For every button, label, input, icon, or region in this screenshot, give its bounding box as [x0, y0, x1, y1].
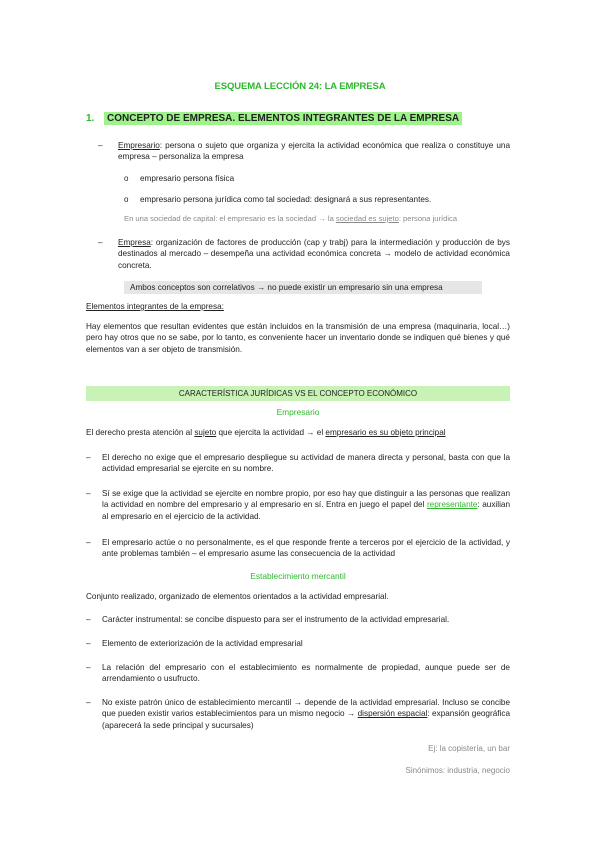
dash-marker: – — [86, 489, 91, 498]
empresario-term: Empresario — [118, 141, 160, 150]
empresario-point: El empresario actúe o no personalmente, es el que responde frente a terceros por el ejercicio de la actividad, y ante problemas también – el empresario asume las consecuencia de la actividad — [102, 538, 510, 559]
conjunto-text: Conjunto realizado, organizado de elementos orientados a la actividad empresarial. — [86, 592, 389, 601]
section-heading-text: CONCEPTO DE EMPRESA. ELEMENTOS INTEGRANTES DE LA EMPRESA — [104, 112, 462, 125]
derecho-sujeto: sujeto — [194, 428, 217, 437]
empresa-text: : organización de factores de producción (cap y trabj) para la intermediación y producción de bys destinados al mercado – desempeña una actividad económica concreta → modelo de actividad económica concreta. — [118, 238, 510, 270]
representante-tail: : auxilian al empresario en el ejercicio de la actividad. — [102, 500, 510, 521]
empresario-point — [102, 488, 510, 522]
section-heading — [86, 112, 546, 126]
gray-note — [124, 214, 510, 224]
derecho-line — [86, 427, 510, 438]
dispersion-term: dispersión espacial — [357, 709, 428, 719]
empresa-definition — [118, 237, 510, 271]
establecimiento-point-text: No existe patrón único de establecimiento mercantil → depende de la actividad empresarial. Incluso se concibe que pueden existir varios establecimientos para un mismo negocio → — [102, 698, 510, 719]
bullet-marker: o — [124, 174, 129, 183]
establecimiento-point — [102, 697, 510, 731]
dash-marker: – — [86, 663, 91, 672]
gray-note-arrow: → la — [316, 214, 336, 223]
elementos-heading: Elementos integrantes de la empresa: — [86, 302, 224, 311]
dash-marker: – — [86, 639, 91, 648]
establecimiento-point: La relación del empresario con el establecimiento es normalmente de propiedad, aunque puede ser de arrendamiento o usufructo. — [102, 663, 510, 684]
dash-marker: – — [86, 615, 91, 624]
empresario-text: : persona o sujeto que organiza y ejercita la actividad económica que realiza o constituye una empresa – personaliza la empresa — [118, 141, 510, 162]
empresario-definition — [118, 140, 510, 163]
establecimiento-point: Carácter instrumental: se concibe dispuesto para ser el instrumento de la actividad empresarial. — [102, 615, 450, 624]
derecho-part2: que ejercita la actividad → el — [216, 428, 326, 437]
bullet-marker: o — [124, 195, 129, 204]
dash-marker: – — [86, 698, 91, 707]
establecimiento-subheading: Establecimiento mercantil — [250, 571, 346, 581]
derecho-part1: El derecho presta atención al — [86, 428, 195, 437]
dispersion-text: : expansión geográfica (aparecerá la sede principal y sucursales) — [102, 709, 510, 730]
bullet-item: empresario persona física — [140, 174, 235, 183]
section-bar: CARACTERÍSTICA JURÍDICAS VS EL CONCEPTO ECONÓMICO — [86, 386, 510, 401]
empresario-point: El derecho no exige que el empresario despliegue su actividad de manera directa y personal, basta con que la actividad empresarial se ejercite en su nombre. — [102, 453, 510, 474]
section-number: 1. — [86, 113, 95, 124]
example-note: Ej: la copistería, un bar — [428, 744, 510, 753]
dash-marker: – — [86, 538, 91, 547]
representante-term: representante — [426, 500, 478, 510]
establecimiento-point: Elemento de exteriorización de la actividad empresarial — [102, 639, 303, 648]
empresario-subheading: Empresario — [276, 407, 320, 417]
empresario-point-text: Sí se exige que la actividad se ejercite en nombre propio, por eso hay que distinguir a las personas que realizan la actividad en nombre del empresario y al empresario en sí. Entra en juego el papel del — [102, 489, 510, 510]
derecho-objeto: empresario es su objeto principal — [325, 428, 446, 437]
document-title: ESQUEMA LECCIÓN 24: LA EMPRESA — [214, 81, 386, 92]
elementos-text: Hay elementos que resultan evidentes que están incluidos en la transmisión de una empresa (maquinaria, local…) pero hay otros que no se sabe, por lo tanto, es conveniente hacer un inventario donde se indiquen qué bienes y qué elementos van a ser objeto de transmisión. — [86, 322, 510, 354]
correlative-box: Ambos conceptos son correlativos → no puede existir un empresario sin una empresa — [124, 281, 482, 294]
bullet-item: empresario persona jurídica como tal sociedad: designará a sus representantes. — [140, 195, 432, 204]
sinonimos-note: Sinónimos: industria, negocio — [405, 766, 510, 775]
dash-marker: – — [86, 453, 91, 462]
dash-marker: – — [98, 141, 103, 150]
gray-note-part1: En una sociedad de capital: el empresario es la sociedad — [124, 214, 317, 223]
dash-marker: – — [98, 238, 103, 247]
gray-note-part2: : persona jurídica — [398, 214, 458, 223]
empresa-term: Empresa — [118, 238, 151, 247]
gray-note-underlined: sociedad es sujeto — [335, 214, 399, 223]
